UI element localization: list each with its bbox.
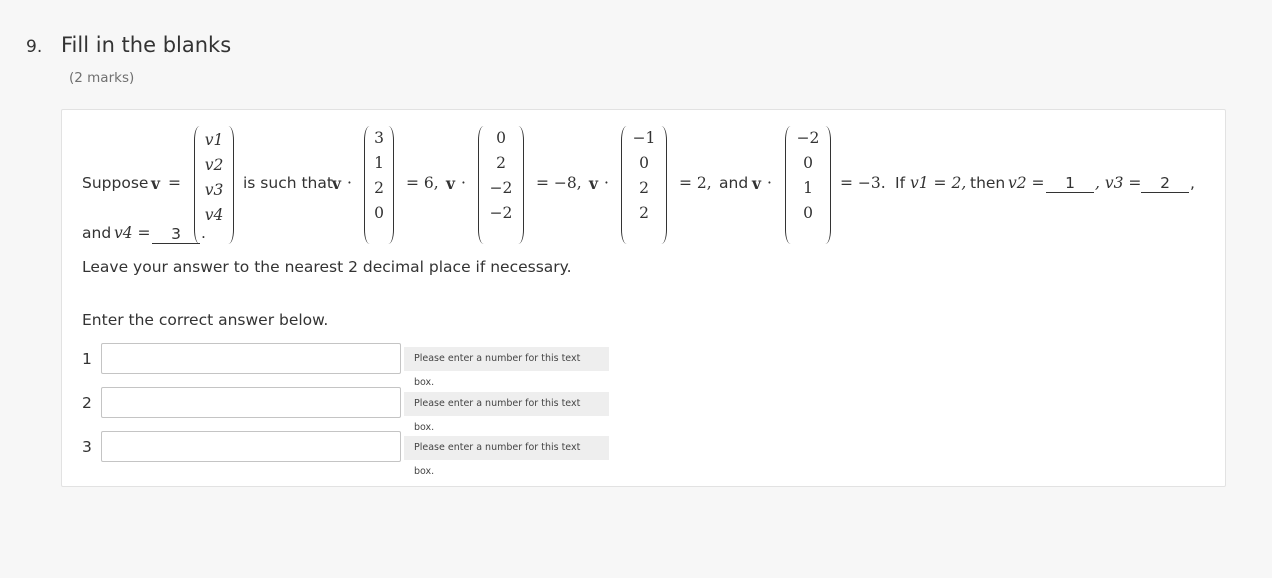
blank-3 xyxy=(152,224,200,244)
dot-operator: · xyxy=(347,174,352,192)
question-card xyxy=(61,109,1226,487)
matrix-entry: v3 xyxy=(204,181,224,199)
blank-1-value: 1 xyxy=(1046,174,1094,193)
matrix-entry: −1 xyxy=(632,129,656,147)
matrix-3 xyxy=(621,126,667,244)
v-vector-matrix xyxy=(194,126,234,244)
dot-operator: · xyxy=(461,174,466,192)
question-number: 9. xyxy=(26,37,43,57)
suppose-text: Suppose xyxy=(82,174,149,192)
matrix-entry: 2 xyxy=(496,154,506,172)
instruction-text: Leave your answer to the nearest 2 decimal place if necessary. xyxy=(82,258,572,276)
v1-equation: v1 = 2, xyxy=(910,174,967,192)
v3-equation: , v3 = xyxy=(1095,174,1142,192)
is-such-that-text: is such that xyxy=(243,174,333,192)
blank-3-value: 3 xyxy=(152,225,200,244)
matrix-entry: 2 xyxy=(639,204,649,222)
v-symbol: v xyxy=(752,174,762,193)
matrix-entry: 0 xyxy=(374,204,384,222)
matrix-entry: 2 xyxy=(374,179,384,197)
matrix-entry: v1 xyxy=(204,131,224,149)
question-title: Fill in the blanks xyxy=(61,33,232,57)
matrix-entry: −2 xyxy=(489,204,513,222)
answer-input-2[interactable] xyxy=(101,387,401,418)
answer-hint-2: Please enter a number for this text box. xyxy=(404,392,609,416)
answer-number-2: 2 xyxy=(82,394,92,412)
matrix-entry: 3 xyxy=(374,129,384,147)
if-text: If xyxy=(895,174,906,192)
v2-equation: v2 = xyxy=(1008,174,1045,192)
then-text: then xyxy=(970,174,1006,192)
blank-2 xyxy=(1141,174,1189,193)
matrix-entry: −2 xyxy=(796,129,820,147)
result-1: = 6, xyxy=(406,174,439,192)
matrix-entry: 0 xyxy=(496,129,506,147)
v-symbol: v xyxy=(446,174,456,193)
enter-answer-label: Enter the correct answer below. xyxy=(82,311,329,329)
answer-hint-3: Please enter a number for this text box. xyxy=(404,436,609,460)
matrix-1 xyxy=(364,126,394,244)
equals-sign: = xyxy=(168,174,181,192)
answer-number-1: 1 xyxy=(82,350,92,368)
comma-text: , xyxy=(1190,174,1195,192)
answer-input-3[interactable] xyxy=(101,431,401,462)
and-text: and xyxy=(719,174,749,192)
matrix-4 xyxy=(785,126,831,244)
blank-1 xyxy=(1046,174,1094,193)
dot-operator: · xyxy=(604,174,609,192)
matrix-entry: −2 xyxy=(489,179,513,197)
matrix-entry: 1 xyxy=(374,154,384,172)
result-3: = 2, xyxy=(679,174,712,192)
v4-equation: v4 = xyxy=(114,224,151,242)
v-symbol: v xyxy=(589,174,599,193)
result-4: = −3. xyxy=(840,174,886,192)
result-2: = −8, xyxy=(536,174,582,192)
matrix-entry: 1 xyxy=(803,179,813,197)
matrix-entry: 2 xyxy=(639,179,649,197)
answer-input-1[interactable] xyxy=(101,343,401,374)
answer-number-3: 3 xyxy=(82,438,92,456)
matrix-entry: 0 xyxy=(639,154,649,172)
and-text-2: and xyxy=(82,224,112,242)
blank-2-value: 2 xyxy=(1141,174,1189,193)
matrix-2 xyxy=(478,126,524,244)
answer-hint-1: Please enter a number for this text box. xyxy=(404,347,609,371)
v-symbol: v xyxy=(332,174,342,193)
matrix-entry: 0 xyxy=(803,154,813,172)
matrix-entry: v2 xyxy=(204,156,224,174)
period-text: . xyxy=(201,224,206,242)
question-marks: (2 marks) xyxy=(69,70,135,86)
dot-operator: · xyxy=(767,174,772,192)
matrix-entry: v4 xyxy=(204,206,224,224)
matrix-entry: 0 xyxy=(803,204,813,222)
v-symbol: v xyxy=(151,174,161,193)
